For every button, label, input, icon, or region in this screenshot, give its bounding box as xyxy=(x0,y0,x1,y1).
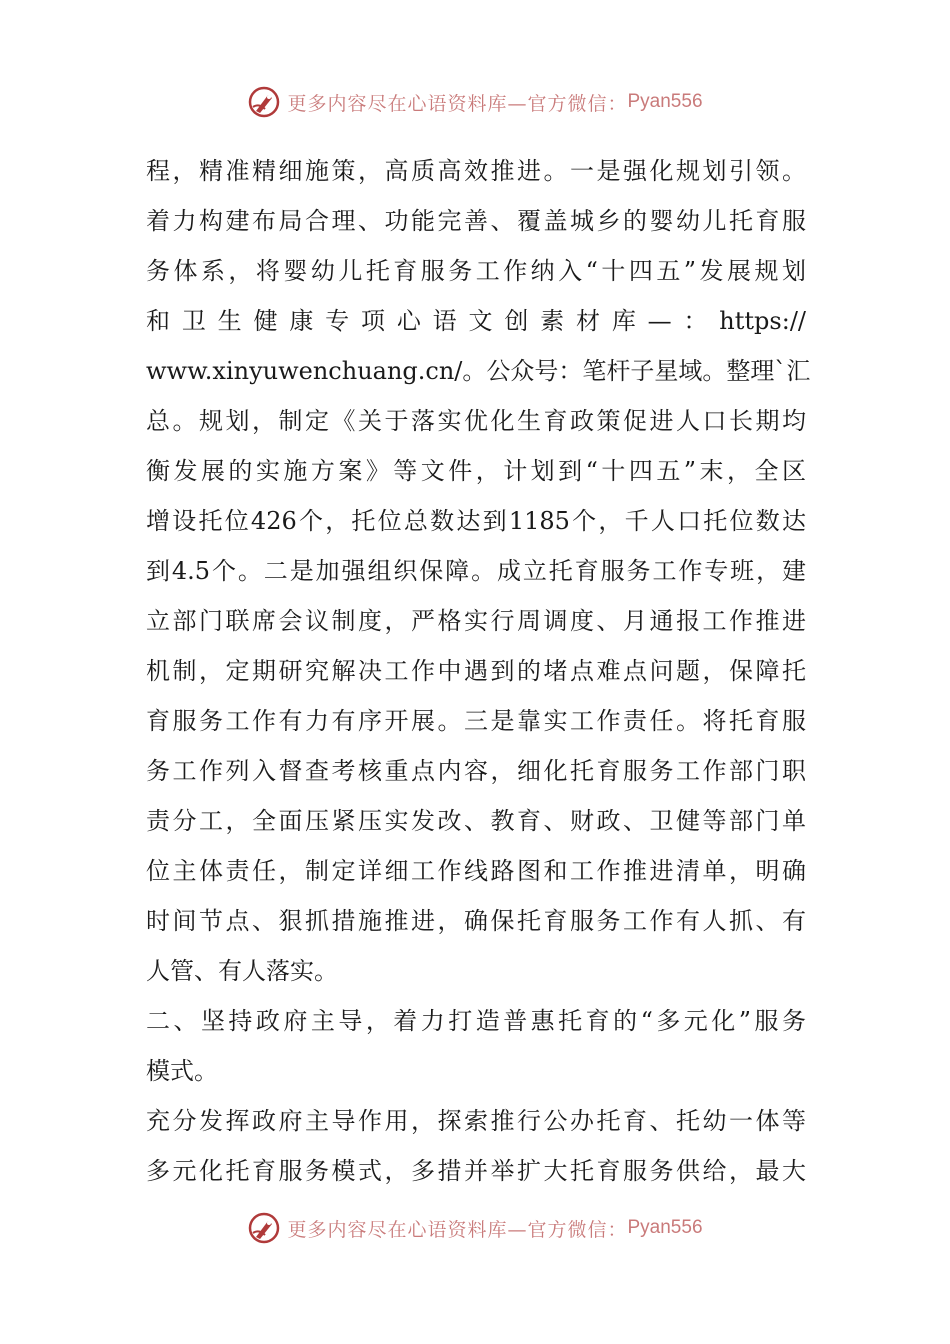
text-line: 和卫生健康专项心语文创素材库—：https:// xyxy=(146,307,806,335)
text-line: 责分工，全面压紧压实发改、教育、财政、卫健等部门单 xyxy=(146,807,806,835)
pen-nib-logo-icon xyxy=(247,85,281,119)
document-body xyxy=(146,146,811,1196)
wechat-id: Pyan556 xyxy=(627,1217,703,1238)
section-heading: 二、坚持政府主导，着力打造普惠托育的“多元化”服务 xyxy=(146,1007,806,1035)
header-banner xyxy=(0,82,950,122)
section-heading: 模式。 xyxy=(146,1057,218,1085)
text-line: 时间节点、狠抓措施推进，确保托育服务工作有人抓、有 xyxy=(146,907,806,935)
text-line: 务工作列入督查考核重点内容，细化托育服务工作部门职 xyxy=(146,757,806,785)
text-line: 总。规划，制定《关于落实优化生育政策促进人口长期均 xyxy=(146,407,806,435)
text-line: 人管、有人落实。 xyxy=(146,957,338,985)
text-line: 到4.5个。二是加强组织保障。成立托育服务工作专班，建 xyxy=(146,557,806,585)
text-line: 育服务工作有力有序开展。三是靠实工作责任。将托育服 xyxy=(146,707,806,735)
text-line: 增设托位426个，托位总数达到1185个，千人口托位数达 xyxy=(146,507,806,535)
footer-banner xyxy=(0,1208,950,1248)
banner-text: 更多内容尽在心语资料库—官方微信： xyxy=(287,92,628,115)
wechat-id: Pyan556 xyxy=(627,91,703,112)
pen-nib-logo-icon xyxy=(247,1211,281,1245)
text-line: 衡发展的实施方案》等文件，计划到“十四五”末，全区 xyxy=(146,457,806,485)
text-line: 充分发挥政府主导作用，探索推行公办托育、托幼一体等 xyxy=(146,1107,806,1135)
text-line: www.xinyuwenchuang.cn/。公众号：笔杆子星域。整理`汇 xyxy=(146,357,811,385)
text-line: 机制，定期研究解决工作中遇到的堵点难点问题，保障托 xyxy=(146,657,806,685)
text-line: 多元化托育服务模式，多措并举扩大托育服务供给，最大 xyxy=(146,1157,806,1185)
text-line: 位主体责任，制定详细工作线路图和工作推进清单，明确 xyxy=(146,857,806,885)
text-line: 程，精准精细施策，高质高效推进。一是强化规划引领。 xyxy=(146,157,806,185)
text-line: 务体系，将婴幼儿托育服务工作纳入“十四五”发展规划 xyxy=(146,257,806,285)
text-line: 着力构建布局合理、功能完善、覆盖城乡的婴幼儿托育服 xyxy=(146,207,806,235)
text-line: 立部门联席会议制度，严格实行周调度、月通报工作推进 xyxy=(146,607,806,635)
banner-text: 更多内容尽在心语资料库—官方微信： xyxy=(287,1218,628,1241)
